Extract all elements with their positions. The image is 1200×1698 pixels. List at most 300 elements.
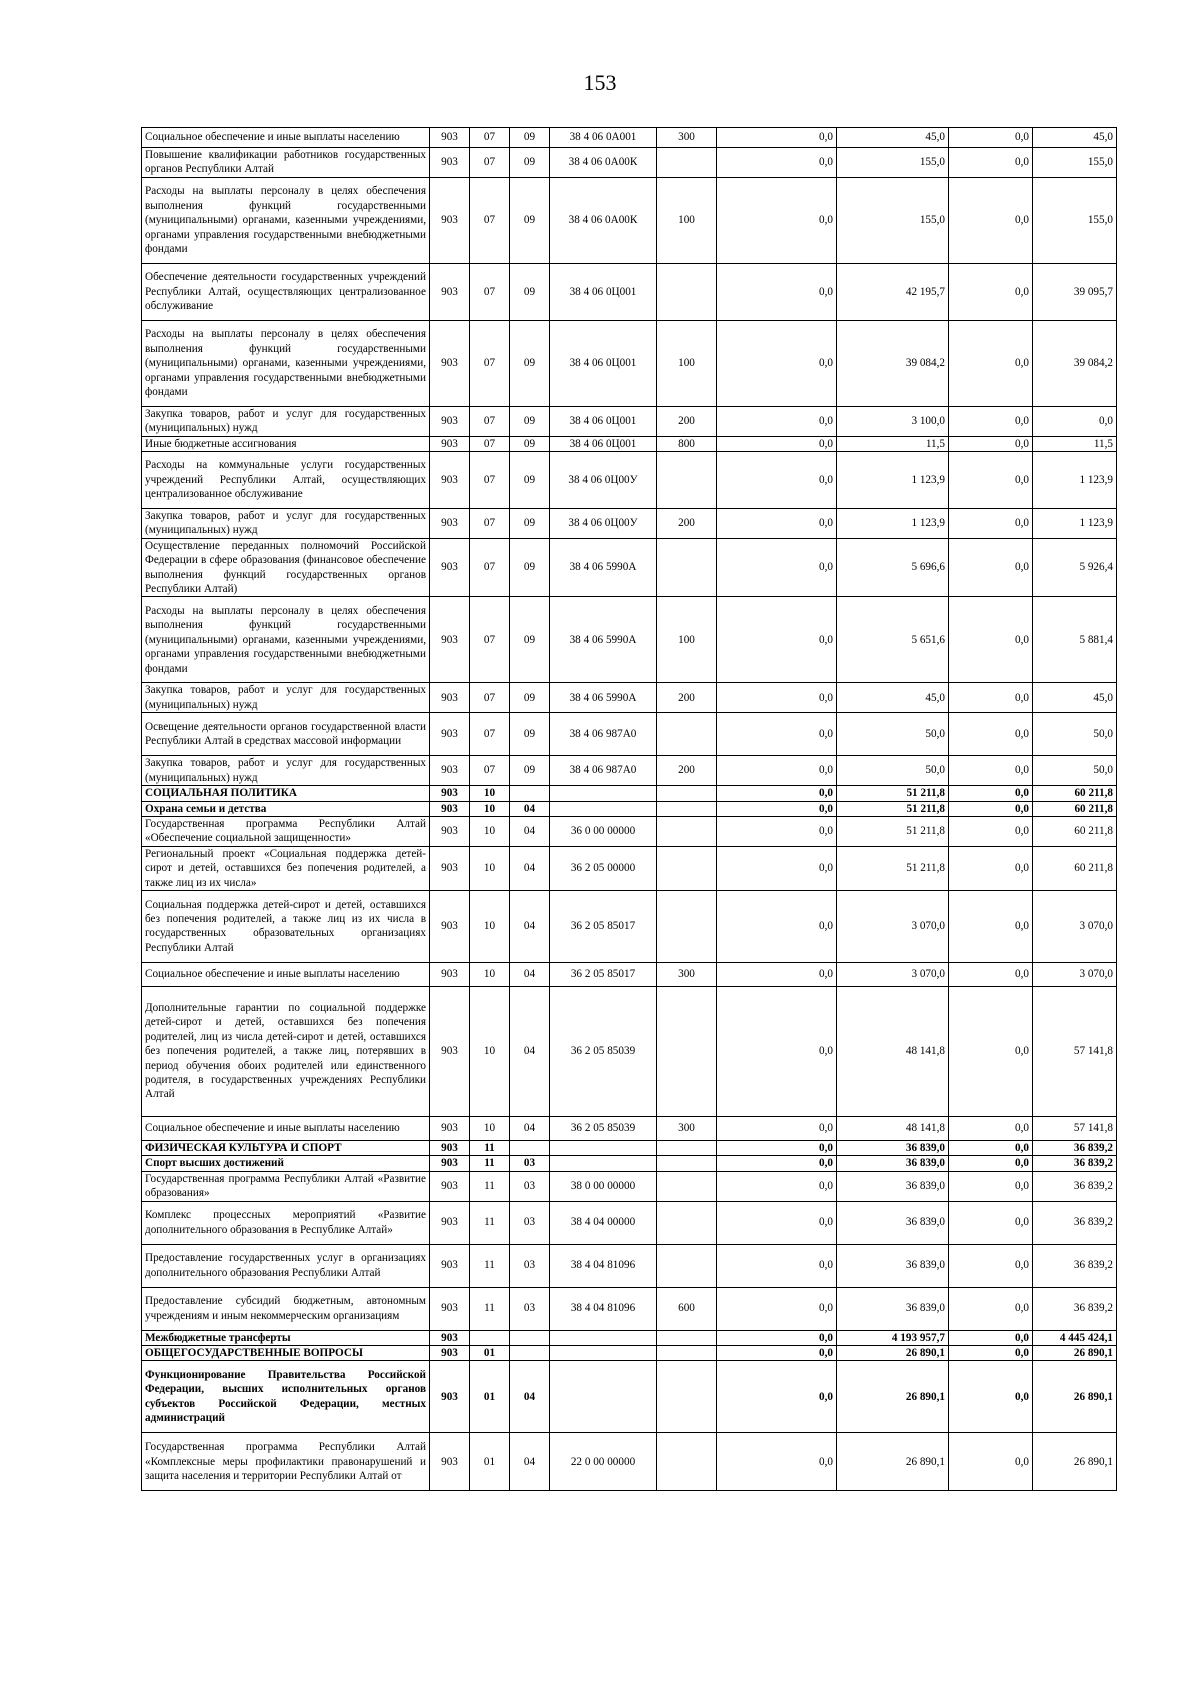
row-expense-type: 200 [657, 683, 717, 713]
row-subsection-code: 09 [510, 509, 550, 539]
row-amount-4: 50,0 [1033, 756, 1117, 786]
table-row [142, 786, 1117, 801]
row-amount-3: 0,0 [949, 986, 1033, 1116]
row-expense-type: 200 [657, 756, 717, 786]
row-target-article: 36 2 05 85017 [550, 962, 657, 986]
row-target-article [550, 786, 657, 801]
row-expense-type [657, 148, 717, 178]
row-admin-code: 903 [430, 538, 470, 597]
row-amount-4: 1 123,9 [1033, 452, 1117, 509]
row-amount-4: 36 839,2 [1033, 1140, 1117, 1155]
row-amount-3: 0,0 [949, 406, 1033, 436]
row-amount-4: 36 839,2 [1033, 1287, 1117, 1330]
table-row [142, 1244, 1117, 1287]
table-row [142, 962, 1117, 986]
row-amount-1: 0,0 [717, 683, 837, 713]
table-row [142, 890, 1117, 962]
row-target-article: 38 0 00 00000 [550, 1171, 657, 1201]
row-subsection-code: 09 [510, 436, 550, 451]
row-amount-4: 1 123,9 [1033, 509, 1117, 539]
row-amount-3: 0,0 [949, 128, 1033, 148]
row-admin-code: 903 [430, 148, 470, 178]
row-subsection-code: 04 [510, 1433, 550, 1491]
row-subsection-code: 03 [510, 1156, 550, 1171]
row-subsection-code: 03 [510, 1201, 550, 1244]
row-amount-3: 0,0 [949, 786, 1033, 801]
row-subsection-code: 03 [510, 1287, 550, 1330]
row-name: СОЦИАЛЬНАЯ ПОЛИТИКА [142, 786, 430, 801]
row-expense-type: 300 [657, 128, 717, 148]
row-amount-4: 60 211,8 [1033, 801, 1117, 816]
row-amount-1: 0,0 [717, 756, 837, 786]
row-section-code: 07 [470, 713, 510, 756]
row-target-article: 38 4 06 0А001 [550, 128, 657, 148]
row-amount-3: 0,0 [949, 683, 1033, 713]
table-row [142, 713, 1117, 756]
row-name: ФИЗИЧЕСКАЯ КУЛЬТУРА И СПОРТ [142, 1140, 430, 1155]
row-name: Спорт высших достижений [142, 1156, 430, 1171]
row-name: Повышение квалификации работников государственных органов Республики Алтай [142, 148, 430, 178]
row-target-article: 38 4 04 81096 [550, 1287, 657, 1330]
row-amount-1: 0,0 [717, 816, 837, 846]
row-name: Комплекс процессных мероприятий «Развитие дополнительного образования в Республике Алтай» [142, 1201, 430, 1244]
table-row [142, 1433, 1117, 1491]
row-section-code: 10 [470, 986, 510, 1116]
row-amount-3: 0,0 [949, 148, 1033, 178]
row-amount-4: 3 070,0 [1033, 890, 1117, 962]
row-amount-1: 0,0 [717, 846, 837, 890]
row-subsection-code [510, 1330, 550, 1345]
row-amount-2: 36 839,0 [837, 1140, 949, 1155]
row-expense-type: 100 [657, 320, 717, 406]
row-amount-4: 5 926,4 [1033, 538, 1117, 597]
row-admin-code: 903 [430, 1171, 470, 1201]
row-amount-1: 0,0 [717, 1330, 837, 1345]
row-amount-1: 0,0 [717, 538, 837, 597]
row-amount-1: 0,0 [717, 801, 837, 816]
row-admin-code: 903 [430, 597, 470, 683]
row-expense-type [657, 263, 717, 320]
row-section-code: 07 [470, 436, 510, 451]
row-admin-code: 903 [430, 890, 470, 962]
row-name: Иные бюджетные ассигнования [142, 436, 430, 451]
row-amount-1: 0,0 [717, 1287, 837, 1330]
row-target-article: 38 4 04 00000 [550, 1201, 657, 1244]
row-target-article [550, 1345, 657, 1360]
row-amount-1: 0,0 [717, 1116, 837, 1140]
row-target-article: 36 2 05 85039 [550, 1116, 657, 1140]
row-section-code: 07 [470, 177, 510, 263]
row-amount-4: 45,0 [1033, 683, 1117, 713]
row-amount-4: 11,5 [1033, 436, 1117, 451]
row-amount-4: 39 095,7 [1033, 263, 1117, 320]
row-name: Расходы на выплаты персоналу в целях обеспечения выполнения функций государственными (муниципальными) органами, казенными учреждениями, органами управления государственными внебюджетными фондами [142, 597, 430, 683]
row-target-article [550, 801, 657, 816]
row-target-article: 38 4 06 0Ц001 [550, 436, 657, 451]
row-amount-1: 0,0 [717, 1433, 837, 1491]
row-amount-2: 36 839,0 [837, 1287, 949, 1330]
row-subsection-code: 04 [510, 1361, 550, 1433]
table-row [142, 1201, 1117, 1244]
row-target-article [550, 1140, 657, 1155]
row-amount-2: 5 696,6 [837, 538, 949, 597]
row-target-article: 38 4 06 987А0 [550, 756, 657, 786]
row-amount-4: 39 084,2 [1033, 320, 1117, 406]
row-admin-code: 903 [430, 1433, 470, 1491]
row-amount-4: 4 445 424,1 [1033, 1330, 1117, 1345]
row-amount-3: 0,0 [949, 801, 1033, 816]
row-expense-type [657, 538, 717, 597]
row-section-code: 07 [470, 452, 510, 509]
row-amount-1: 0,0 [717, 713, 837, 756]
row-name: Государственная программа Республики Алтай «Комплексные меры профилактики правонарушений и защита населения и территории Республики Алтай от [142, 1433, 430, 1491]
row-amount-2: 45,0 [837, 128, 949, 148]
row-amount-1: 0,0 [717, 962, 837, 986]
row-amount-4: 3 070,0 [1033, 962, 1117, 986]
row-expense-type [657, 986, 717, 1116]
row-expense-type: 200 [657, 406, 717, 436]
table-row [142, 177, 1117, 263]
row-amount-3: 0,0 [949, 1140, 1033, 1155]
row-amount-1: 0,0 [717, 148, 837, 178]
row-subsection-code [510, 1345, 550, 1360]
row-target-article: 38 4 06 0Ц00У [550, 452, 657, 509]
row-section-code: 11 [470, 1140, 510, 1155]
row-expense-type [657, 1201, 717, 1244]
row-admin-code: 903 [430, 1244, 470, 1287]
row-target-article [550, 1156, 657, 1171]
row-amount-3: 0,0 [949, 320, 1033, 406]
row-section-code: 11 [470, 1156, 510, 1171]
table-row [142, 1171, 1117, 1201]
row-expense-type [657, 846, 717, 890]
row-expense-type [657, 1156, 717, 1171]
row-amount-1: 0,0 [717, 452, 837, 509]
row-name: Обеспечение деятельности государственных учреждений Республики Алтай, осуществляющих централизованное обслуживание [142, 263, 430, 320]
row-name: Социальная поддержка детей-сирот и детей, оставшихся без попечения родителей, а также лиц из их числа в государственных образовательных организациях Республики Алтай [142, 890, 430, 962]
row-amount-2: 39 084,2 [837, 320, 949, 406]
row-amount-4: 0,0 [1033, 406, 1117, 436]
row-target-article: 36 2 05 00000 [550, 846, 657, 890]
row-subsection-code: 09 [510, 683, 550, 713]
row-subsection-code [510, 786, 550, 801]
row-amount-4: 5 881,4 [1033, 597, 1117, 683]
row-admin-code: 903 [430, 1361, 470, 1433]
row-section-code: 10 [470, 890, 510, 962]
row-name: Предоставление субсидий бюджетным, автономным учреждениям и иным некоммерческим организациям [142, 1287, 430, 1330]
row-admin-code: 903 [430, 801, 470, 816]
row-section-code: 10 [470, 846, 510, 890]
row-amount-2: 36 839,0 [837, 1171, 949, 1201]
row-amount-2: 3 070,0 [837, 890, 949, 962]
row-amount-2: 51 211,8 [837, 816, 949, 846]
row-section-code: 10 [470, 1116, 510, 1140]
row-amount-4: 57 141,8 [1033, 986, 1117, 1116]
row-expense-type [657, 801, 717, 816]
budget-table [141, 127, 1117, 1491]
row-section-code: 07 [470, 320, 510, 406]
row-amount-1: 0,0 [717, 1244, 837, 1287]
row-target-article: 38 4 06 0Ц001 [550, 263, 657, 320]
row-amount-1: 0,0 [717, 406, 837, 436]
row-amount-2: 48 141,8 [837, 1116, 949, 1140]
row-amount-3: 0,0 [949, 1330, 1033, 1345]
row-amount-3: 0,0 [949, 1345, 1033, 1360]
row-amount-1: 0,0 [717, 128, 837, 148]
row-expense-type [657, 786, 717, 801]
row-subsection-code: 04 [510, 890, 550, 962]
row-target-article: 38 4 06 0А00К [550, 148, 657, 178]
row-amount-1: 0,0 [717, 509, 837, 539]
row-amount-3: 0,0 [949, 263, 1033, 320]
row-amount-3: 0,0 [949, 1156, 1033, 1171]
row-name: Социальное обеспечение и иные выплаты населению [142, 128, 430, 148]
row-admin-code: 903 [430, 816, 470, 846]
row-target-article: 38 4 06 0Ц001 [550, 406, 657, 436]
row-amount-4: 155,0 [1033, 177, 1117, 263]
row-name: Государственная программа Республики Алтай «Обеспечение социальной защищенности» [142, 816, 430, 846]
row-amount-1: 0,0 [717, 890, 837, 962]
row-subsection-code: 09 [510, 713, 550, 756]
row-target-article: 38 4 06 5990А [550, 538, 657, 597]
row-amount-4: 45,0 [1033, 128, 1117, 148]
row-expense-type [657, 1140, 717, 1155]
row-subsection-code: 03 [510, 1244, 550, 1287]
row-expense-type [657, 816, 717, 846]
row-name: Государственная программа Республики Алтай «Развитие образования» [142, 1171, 430, 1201]
row-amount-2: 155,0 [837, 148, 949, 178]
row-expense-type [657, 1330, 717, 1345]
row-target-article [550, 1361, 657, 1433]
row-section-code: 01 [470, 1361, 510, 1433]
row-admin-code: 903 [430, 128, 470, 148]
row-amount-1: 0,0 [717, 1361, 837, 1433]
table-row [142, 1330, 1117, 1345]
row-expense-type [657, 1171, 717, 1201]
row-subsection-code: 09 [510, 177, 550, 263]
row-admin-code: 903 [430, 786, 470, 801]
row-name: Закупка товаров, работ и услуг для государственных (муниципальных) нужд [142, 756, 430, 786]
table-row [142, 597, 1117, 683]
row-subsection-code: 09 [510, 128, 550, 148]
row-subsection-code: 04 [510, 1116, 550, 1140]
row-amount-4: 60 211,8 [1033, 846, 1117, 890]
row-amount-4: 36 839,2 [1033, 1201, 1117, 1244]
row-amount-2: 50,0 [837, 756, 949, 786]
row-expense-type: 600 [657, 1287, 717, 1330]
row-subsection-code: 09 [510, 452, 550, 509]
row-admin-code: 903 [430, 713, 470, 756]
row-target-article [550, 1330, 657, 1345]
row-amount-3: 0,0 [949, 846, 1033, 890]
row-target-article: 38 4 06 0А00К [550, 177, 657, 263]
row-amount-2: 155,0 [837, 177, 949, 263]
row-target-article: 38 4 04 81096 [550, 1244, 657, 1287]
row-admin-code: 903 [430, 320, 470, 406]
row-amount-2: 51 211,8 [837, 786, 949, 801]
row-amount-4: 36 839,2 [1033, 1156, 1117, 1171]
row-amount-3: 0,0 [949, 962, 1033, 986]
row-amount-2: 48 141,8 [837, 986, 949, 1116]
row-section-code: 10 [470, 816, 510, 846]
row-section-code: 07 [470, 683, 510, 713]
row-amount-2: 26 890,1 [837, 1433, 949, 1491]
row-name: ОБЩЕГОСУДАРСТВЕННЫЕ ВОПРОСЫ [142, 1345, 430, 1360]
row-section-code: 07 [470, 597, 510, 683]
row-section-code: 11 [470, 1244, 510, 1287]
row-target-article: 38 4 06 0Ц001 [550, 320, 657, 406]
row-amount-1: 0,0 [717, 1156, 837, 1171]
row-amount-1: 0,0 [717, 986, 837, 1116]
row-amount-1: 0,0 [717, 786, 837, 801]
row-target-article: 36 2 05 85039 [550, 986, 657, 1116]
row-amount-2: 1 123,9 [837, 509, 949, 539]
table-row [142, 986, 1117, 1116]
row-amount-3: 0,0 [949, 816, 1033, 846]
row-admin-code: 903 [430, 846, 470, 890]
row-amount-2: 11,5 [837, 436, 949, 451]
row-expense-type: 100 [657, 177, 717, 263]
table-row [142, 756, 1117, 786]
row-amount-3: 0,0 [949, 436, 1033, 451]
table-row [142, 1140, 1117, 1155]
row-amount-1: 0,0 [717, 1171, 837, 1201]
row-subsection-code: 04 [510, 801, 550, 816]
row-amount-3: 0,0 [949, 597, 1033, 683]
table-row [142, 148, 1117, 178]
table-row [142, 816, 1117, 846]
row-target-article: 38 4 06 5990А [550, 597, 657, 683]
row-expense-type [657, 452, 717, 509]
row-name: Региональный проект «Социальная поддержка детей-сирот и детей, оставшихся без попечения родителей, а также лиц из их числа» [142, 846, 430, 890]
row-section-code: 07 [470, 538, 510, 597]
row-name: Осуществление переданных полномочий Российской Федерации в сфере образования (финансовое обеспечение выполнения функций государственных органов Республики Алтай) [142, 538, 430, 597]
row-expense-type [657, 1433, 717, 1491]
row-subsection-code: 09 [510, 148, 550, 178]
row-admin-code: 903 [430, 962, 470, 986]
row-admin-code: 903 [430, 1287, 470, 1330]
row-amount-1: 0,0 [717, 436, 837, 451]
row-amount-1: 0,0 [717, 177, 837, 263]
row-amount-3: 0,0 [949, 713, 1033, 756]
table-row [142, 1156, 1117, 1171]
row-amount-3: 0,0 [949, 756, 1033, 786]
row-amount-2: 4 193 957,7 [837, 1330, 949, 1345]
row-section-code: 07 [470, 128, 510, 148]
row-subsection-code: 09 [510, 406, 550, 436]
row-expense-type: 800 [657, 436, 717, 451]
row-amount-3: 0,0 [949, 890, 1033, 962]
row-section-code: 07 [470, 756, 510, 786]
table-row [142, 1116, 1117, 1140]
row-expense-type [657, 1345, 717, 1360]
table-row [142, 509, 1117, 539]
row-section-code: 07 [470, 406, 510, 436]
row-amount-4: 26 890,1 [1033, 1361, 1117, 1433]
table-row [142, 452, 1117, 509]
row-subsection-code: 09 [510, 320, 550, 406]
row-amount-4: 50,0 [1033, 713, 1117, 756]
row-expense-type: 100 [657, 597, 717, 683]
row-amount-3: 0,0 [949, 509, 1033, 539]
row-amount-4: 155,0 [1033, 148, 1117, 178]
row-amount-4: 60 211,8 [1033, 816, 1117, 846]
row-amount-4: 36 839,2 [1033, 1171, 1117, 1201]
row-subsection-code: 09 [510, 263, 550, 320]
row-amount-1: 0,0 [717, 1201, 837, 1244]
table-row [142, 263, 1117, 320]
table-row [142, 1361, 1117, 1433]
row-amount-2: 36 839,0 [837, 1244, 949, 1287]
row-section-code: 01 [470, 1345, 510, 1360]
row-amount-2: 3 100,0 [837, 406, 949, 436]
row-amount-4: 26 890,1 [1033, 1345, 1117, 1360]
row-name: Расходы на выплаты персоналу в целях обеспечения выполнения функций государственными (муниципальными) органами, казенными учреждениями, органами управления государственными внебюджетными фондами [142, 177, 430, 263]
row-name: Освещение деятельности органов государственной власти Республики Алтай в средствах массовой информации [142, 713, 430, 756]
row-amount-2: 26 890,1 [837, 1361, 949, 1433]
row-subsection-code: 09 [510, 597, 550, 683]
row-amount-2: 45,0 [837, 683, 949, 713]
table-row [142, 683, 1117, 713]
table-row [142, 320, 1117, 406]
row-admin-code: 903 [430, 436, 470, 451]
row-amount-4: 60 211,8 [1033, 786, 1117, 801]
budget-table-body [142, 128, 1117, 1491]
row-expense-type [657, 713, 717, 756]
row-amount-3: 0,0 [949, 1116, 1033, 1140]
row-section-code: 07 [470, 509, 510, 539]
row-admin-code: 903 [430, 1140, 470, 1155]
row-section-code: 11 [470, 1287, 510, 1330]
row-admin-code: 903 [430, 452, 470, 509]
row-amount-1: 0,0 [717, 597, 837, 683]
row-amount-2: 36 839,0 [837, 1201, 949, 1244]
row-name: Расходы на коммунальные услуги государственных учреждений Республики Алтай, осуществляющих централизованное обслуживание [142, 452, 430, 509]
row-amount-2: 3 070,0 [837, 962, 949, 986]
row-admin-code: 903 [430, 683, 470, 713]
row-target-article: 36 2 05 85017 [550, 890, 657, 962]
row-amount-2: 1 123,9 [837, 452, 949, 509]
row-name: Охрана семьи и детства [142, 801, 430, 816]
row-expense-type: 200 [657, 509, 717, 539]
row-subsection-code: 04 [510, 846, 550, 890]
row-amount-2: 36 839,0 [837, 1156, 949, 1171]
row-amount-1: 0,0 [717, 320, 837, 406]
row-amount-3: 0,0 [949, 177, 1033, 263]
row-amount-3: 0,0 [949, 1244, 1033, 1287]
row-amount-3: 0,0 [949, 1171, 1033, 1201]
row-amount-1: 0,0 [717, 1345, 837, 1360]
row-amount-3: 0,0 [949, 1433, 1033, 1491]
row-target-article: 22 0 00 00000 [550, 1433, 657, 1491]
table-row [142, 801, 1117, 816]
row-amount-3: 0,0 [949, 1361, 1033, 1433]
row-name: Закупка товаров, работ и услуг для государственных (муниципальных) нужд [142, 683, 430, 713]
row-name: Функционирование Правительства Российской Федерации, высших исполнительных органов субъектов Российской Федерации, местных администраций [142, 1361, 430, 1433]
row-amount-2: 51 211,8 [837, 846, 949, 890]
row-section-code [470, 1330, 510, 1345]
row-target-article: 38 4 06 5990А [550, 683, 657, 713]
row-name: Закупка товаров, работ и услуг для государственных (муниципальных) нужд [142, 406, 430, 436]
row-target-article: 38 4 06 0Ц00У [550, 509, 657, 539]
row-admin-code: 903 [430, 263, 470, 320]
row-section-code: 10 [470, 786, 510, 801]
row-amount-2: 51 211,8 [837, 801, 949, 816]
table-row [142, 1287, 1117, 1330]
row-expense-type [657, 1361, 717, 1433]
row-subsection-code: 03 [510, 1171, 550, 1201]
row-name: Межбюджетные трансферты [142, 1330, 430, 1345]
